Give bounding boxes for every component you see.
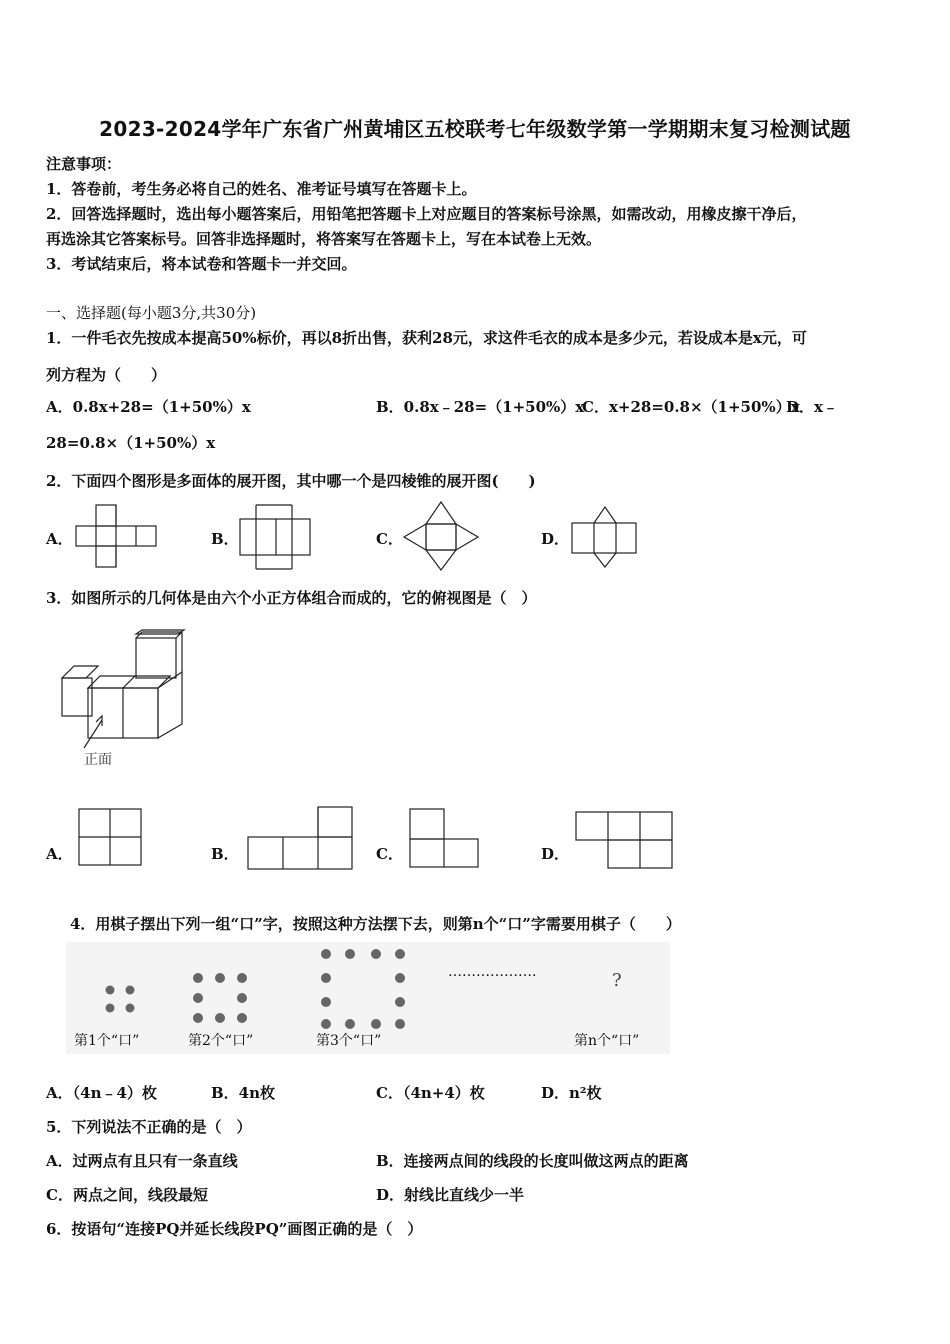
q5-option-d[interactable]: D．射线比直线少一半: [376, 1186, 525, 1204]
q4-pattern-1: [104, 984, 138, 1018]
section-heading: 一、选择题(每小题3分,共30分): [46, 304, 257, 322]
q5-option-a[interactable]: A．过两点有且只有一条直线: [46, 1152, 238, 1170]
q5-stem: 5．下列说法不正确的是（ ）: [46, 1118, 252, 1136]
q2-figure-d-prism-net: [572, 507, 638, 569]
q1-option-d[interactable]: D．x﹣: [786, 398, 838, 416]
notice-item: 3．考试结束后，将本试卷和答题卡一并交回。: [46, 255, 357, 273]
q2-label-d[interactable]: D．: [541, 530, 570, 548]
q5-option-c[interactable]: C．两点之间，线段最短: [46, 1186, 208, 1204]
q4-option-a[interactable]: A．（4n﹣4）枚: [46, 1084, 157, 1102]
q2-label-b[interactable]: B．: [211, 530, 239, 548]
q4-stem: 4．用棋子摆出下列一组“口”字，按照这种方法摆下去，则第n个“口”字需要用棋子（ ）: [70, 915, 681, 933]
q3-option-a-view: [79, 809, 143, 867]
q4-fig-label: 第3个“口”: [316, 1033, 382, 1049]
notice-heading: 注意事项：: [46, 155, 122, 173]
q2-label-c[interactable]: C．: [376, 530, 403, 548]
notice-item: 2．回答选择题时，选出每小题答案后，用铅笔把答题卡上对应题目的答案标号涂黑，如需改动，用橡皮擦干净后，: [46, 205, 807, 223]
q3-stem: 3．如图所示的几何体是由六个小正方体组合而成的，它的俯视图是（ ）: [46, 589, 537, 607]
q4-option-c[interactable]: C．（4n+4）枚: [376, 1084, 485, 1102]
q2-figure-b-cube-net: [240, 505, 312, 571]
q2-figure-a-cross-net: [76, 505, 158, 569]
notice-item: 再选涂其它答案标号。回答非选择题时，将答案写在答题卡上，写在本试卷上无效。: [46, 230, 602, 248]
q4-option-d[interactable]: D．n²枚: [541, 1084, 602, 1102]
notice-item: 1．答卷前，考生务必将自己的姓名、准考证号填写在答题卡上。: [46, 180, 477, 198]
q2-label-a[interactable]: A．: [46, 530, 73, 548]
q4-pattern-3: [318, 948, 410, 1032]
q1-stem: 1．一件毛衣先按成本提高50%标价，再以8折出售，获利28元，求这件毛衣的成本是多少元，若设成本是x元，可: [46, 329, 807, 347]
q1-option-a[interactable]: A．0.8x+28=（1+50%）x: [46, 398, 251, 416]
q3-label-c[interactable]: C．: [376, 845, 403, 863]
q4-figure: [66, 942, 670, 1054]
q3-solid-figure: [58, 630, 190, 770]
q3-front-label: 正面: [84, 752, 112, 768]
q5-option-b[interactable]: B．连接两点间的线段的长度叫做这两点的距离: [376, 1152, 689, 1170]
q4-pattern-2: [190, 972, 250, 1028]
q4-fig-label: 第1个“口”: [74, 1033, 140, 1049]
q1-option-c[interactable]: C．x+28=0.8×（1+50%）x: [582, 398, 800, 416]
q3-label-b[interactable]: B．: [211, 845, 239, 863]
page-title: 2023-2024学年广东省广州黄埔区五校联考七年级数学第一学期期末复习检测试题: [99, 117, 851, 141]
q3-option-c-view: [410, 809, 480, 869]
q4-option-b[interactable]: B．4n枚: [211, 1084, 276, 1102]
q2-stem: 2．下面四个图形是多面体的展开图，其中哪一个是四棱锥的展开图( ): [46, 472, 536, 490]
q3-option-d-view: [576, 812, 674, 870]
q3-option-b-view: [248, 807, 354, 871]
q4-fig-label: 第2个“口”: [188, 1033, 254, 1049]
q4-fig-label: 第n个“口”: [574, 1033, 640, 1049]
q3-label-d[interactable]: D．: [541, 845, 570, 863]
q6-stem: 6．按语句“连接PQ并延长线段PQ”画图正确的是（ ）: [46, 1220, 423, 1238]
q1-stem-cont: 列方程为（ ）: [46, 366, 167, 384]
q4-question-mark: ?: [612, 970, 622, 991]
q1-option-b[interactable]: B．0.8x﹣28=（1+50%）x: [376, 398, 585, 416]
q2-figure-c-pyramid-net: [404, 502, 480, 572]
q4-ellipsis: ……………….: [448, 964, 537, 980]
q3-label-a[interactable]: A．: [46, 845, 73, 863]
q1-option-d-cont: 28=0.8×（1+50%）x: [46, 434, 216, 452]
